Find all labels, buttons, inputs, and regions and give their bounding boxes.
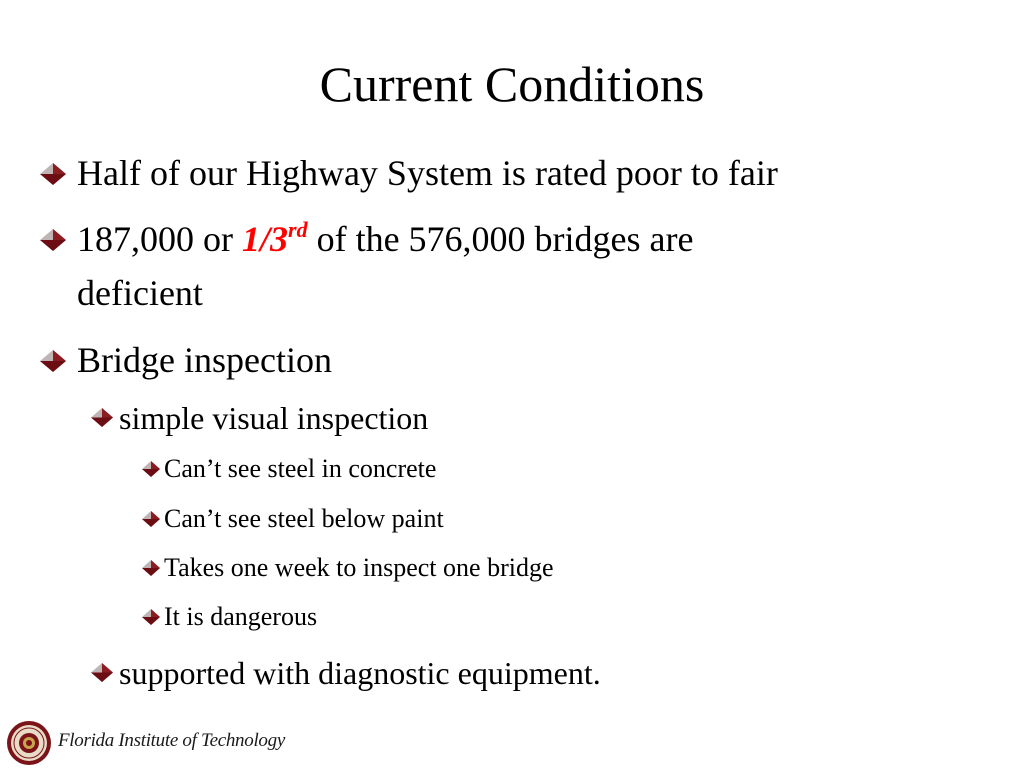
detail-bullet-steel-paint: Can’t see steel below paint [164,504,444,533]
emphasis-fraction-main: 1/3 [242,219,289,259]
diamond-arrow-bullet-icon [140,609,162,625]
detail-bullet-dangerous: It is dangerous [164,602,318,631]
emphasis-fraction [242,219,308,259]
footer-branding [4,714,304,768]
sub-bullet-diagnostic-equipment: supported with diagnostic equipment. [119,655,601,691]
bullet-bridges-deficient-line2: deficient [77,273,203,313]
slide-title: Current Conditions [319,56,705,112]
institution-name: Florida Institute of Technology [58,730,285,751]
detail-bullet-steel-concrete: Can’t see steel in concrete [164,454,437,483]
emphasis-fraction-sup: rd [288,217,308,242]
diamond-arrow-bullet-icon [38,229,68,251]
bullet-highway-condition: Half of our Highway System is rated poor to fair [77,153,778,193]
institution-seal-icon [6,720,52,766]
diamond-arrow-bullet-icon [140,461,162,477]
diamond-arrow-bullet-icon [140,511,162,527]
detail-bullet-one-week: Takes one week to inspect one bridge [164,553,554,582]
sub-bullet-visual-inspection: simple visual inspection [119,400,429,436]
diamond-arrow-bullet-icon [89,663,115,682]
bullet-bridges-deficient [77,212,693,266]
diamond-arrow-bullet-icon [38,163,68,185]
diamond-arrow-bullet-icon [38,350,68,372]
diamond-arrow-bullet-icon [140,560,162,576]
diamond-arrow-bullet-icon [89,408,115,427]
bridges-total-text: of the 576,000 bridges are [307,219,694,259]
bullet-bridge-inspection: Bridge inspection [77,340,332,380]
bridges-count-text: 187,000 or [77,219,242,259]
